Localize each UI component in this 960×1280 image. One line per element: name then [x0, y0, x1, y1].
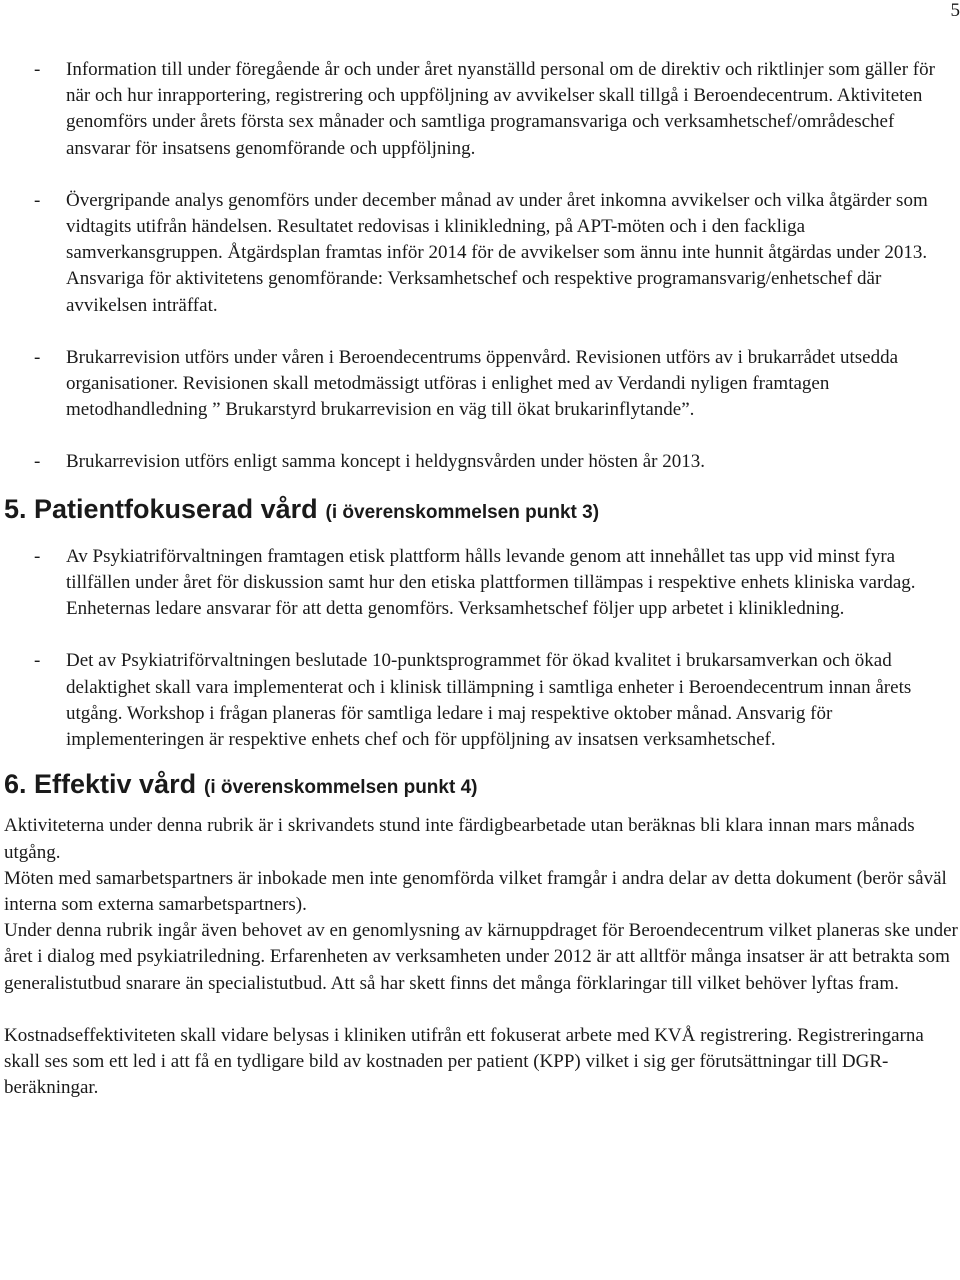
section-6-heading [4, 771, 959, 801]
section-6-subtitle: (i överenskommelsen punkt 4) [204, 777, 478, 799]
list-item [4, 544, 959, 623]
section-5-title: 5. Patientfokuserad vård [4, 493, 318, 524]
section-5-subtitle: (i överenskommelsen punkt 3) [325, 501, 600, 523]
bullet-dash: - [34, 650, 41, 672]
list-item [4, 648, 959, 753]
section-5-heading [4, 493, 959, 526]
bullet-text: Det av Psykiatriförvaltningen beslutade 10-punktsprogrammet för ökad kvalitet i brukarsamverkan och ökad delaktighet skall vara implementerat och i klinisk tillämpning i samtliga enheter i Beroendecentrum innan årets utgång. Workshop i frågan planeras för samtliga ledare i maj respektive oktober månad. Ansvarig för implementeringen är respektive enhets chef och för uppföljning av insatsen verksamhetschef. [66, 650, 912, 751]
bullet-text: Brukarrevision utförs enligt samma koncept i heldygnsvården under hösten år 2013. [66, 451, 705, 473]
page-number: 5 [950, 0, 960, 21]
bullet-text: Brukarrevision utförs under våren i Beroendecentrums öppenvård. Revisionen utförs av i brukarrådet utsedda organisationer. Revisionen skall metodmässigt utföras i enlighet med av Verdandi nyligen framtagen metodhandledning ” Brukarstyrd brukarrevision en väg till ökat brukarinflytande”. [66, 346, 899, 421]
list-item [4, 188, 959, 319]
list-item [4, 57, 959, 162]
bullet-dash: - [34, 545, 41, 567]
document-body [4, 57, 959, 1102]
bullet-text: Övergripande analys genomförs under december månad av under året inkomna avvikelser och vilka åtgärder som vidtagits utifrån händelsen. Resultatet redovisas i klinikledning, på APT-möten och i den fackliga samverkansgruppen. Åtgärdsplan framtas inför 2014 för de avvikelser som ännu inte hunnit åtgärdas under 2013. Ansvariga för aktivitetens genomförande: Verksamhetschef och respektive programansvarig/enhetschef där avvikelsen inträffat. [66, 189, 928, 316]
bullet-dash: - [34, 451, 41, 473]
paragraph: Kostnadseffektiviteten skall vidare belysas i kliniken utifrån ett fokuserat arbete med KVÅ registrering. Registreringarna skall ses som ett led i att få en tydligare bild av kostnaden per patient (KPP) vilket i sig ger förutsättningar till DGR-beräkningar. [4, 1024, 924, 1099]
bullet-dash: - [34, 59, 41, 80]
paragraph: Aktiviteterna under denna rubrik är i skrivandets stund inte färdigbearbetade utan beräknas bli klara innan mars månads utgång. [4, 815, 915, 863]
paragraph: Under denna rubrik ingår även behovet av en genomlysning av kärnuppdraget för Beroendecentrum vilket planeras ske under året i dialog med psykiatriledning. Erfarenheten av verksamheten under 2012 är att alltför många insatser är att betrakta som generalistutbud snarare än specialistutbud. Att så har skett finns det många förklaringar till vilket behöver lyftas fram. [4, 920, 958, 994]
list-item [4, 449, 959, 475]
section-6-title: 6. Effektiv vård [4, 769, 197, 800]
bullet-dash: - [34, 346, 41, 368]
list-item [4, 345, 959, 424]
bullet-text: Information till under föregående år och under året nyanställd personal om de direktiv och riktlinjer som gäller för när och hur inrapportering, registrering och uppföljning av avvikelser skall tillgå i Beroendecentrum. Aktiviteten genomförs under årets första sex månader och samtliga programansvariga och verksamhetschef/områdeschef ansvarar för insatsens genomförande och uppföljning. [66, 59, 935, 159]
bullet-dash: - [34, 189, 41, 211]
paragraph: Möten med samarbetspartners är inbokade men inte genomförda vilket framgår i andra delar av detta dokument (berör såväl interna som externa samarbetspartners). [4, 867, 947, 916]
bullet-text: Av Psykiatriförvaltningen framtagen etisk plattform hålls levande genom att innehållet tas upp vid minst fyra tillfällen under året för diskussion samt hur den etiska plattformen tillämpas i respektive enhets kliniska vardag. Enheternas ledare ansvarar för att detta genomförs. Verksamhetschef följer upp arbetet i klinikledning. [66, 545, 916, 620]
